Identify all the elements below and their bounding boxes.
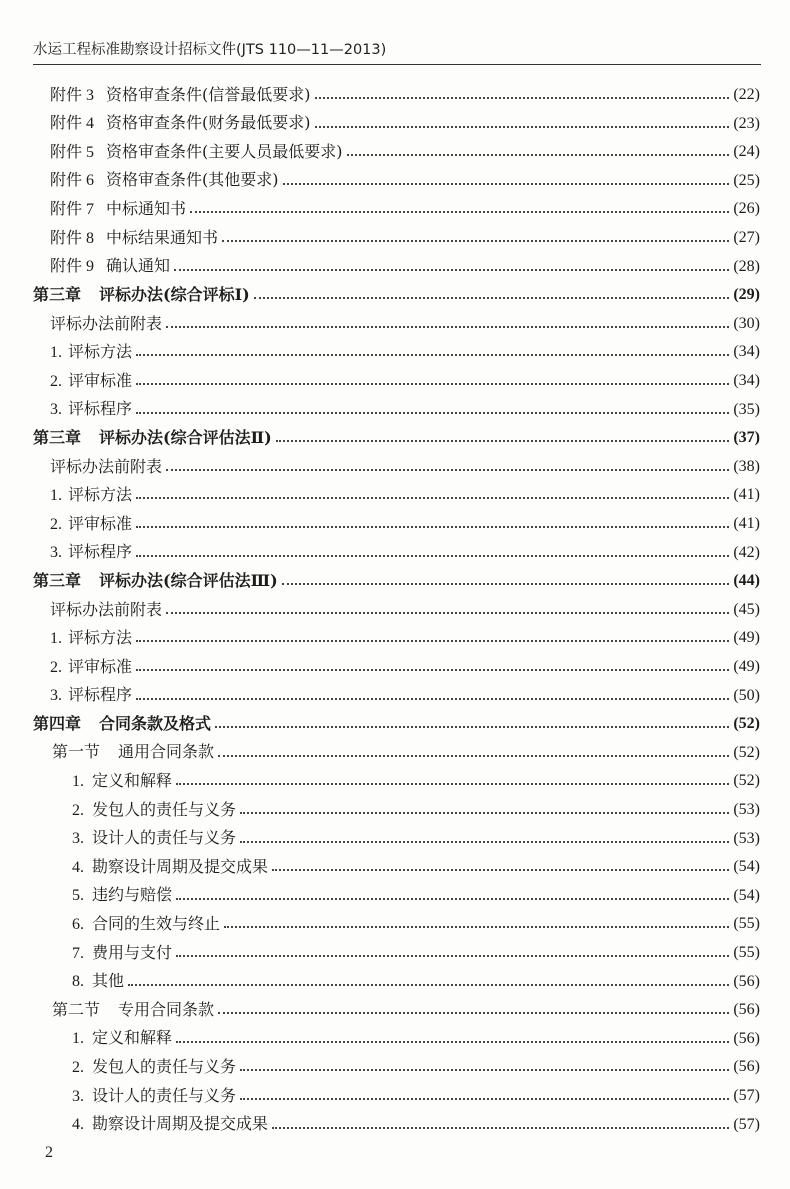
toc-entry xyxy=(50,481,760,509)
toc-entry-number: 第三章 xyxy=(33,429,82,447)
toc-entry xyxy=(50,110,760,138)
toc-entry-page: (56) xyxy=(733,972,760,990)
dot-leader xyxy=(283,183,730,185)
toc-entry xyxy=(50,624,760,652)
toc-entry-page: (37) xyxy=(733,429,760,447)
dot-leader xyxy=(315,97,730,99)
dot-leader xyxy=(166,612,729,614)
toc-entry xyxy=(52,739,760,767)
toc-entry xyxy=(72,968,760,996)
toc-entry-title: 资格审查条件(信誉最低要求) xyxy=(106,84,311,104)
toc-entry-number: 1. xyxy=(72,1030,84,1048)
toc-entry xyxy=(50,596,760,624)
toc-entry-number: 第一节 xyxy=(52,744,101,762)
toc-entry xyxy=(72,939,760,967)
dot-leader xyxy=(136,669,729,671)
dot-leader xyxy=(218,755,729,757)
toc-entry-number: 3. xyxy=(72,1087,84,1105)
toc-entry-number: 5. xyxy=(72,887,84,905)
dot-leader xyxy=(136,497,729,499)
toc-entry-title: 发包人的责任与义务 xyxy=(92,1056,237,1076)
toc-entry-number: 附件 6 xyxy=(50,172,95,190)
dot-leader xyxy=(347,154,730,156)
toc-entry-number: 第二节 xyxy=(52,1001,101,1019)
toc-entry-number: 2. xyxy=(50,658,62,676)
toc-entry xyxy=(50,453,760,481)
toc-entry-number: 7. xyxy=(72,944,84,962)
toc-entry-number: 3. xyxy=(72,830,84,848)
toc-entry xyxy=(72,825,760,853)
dot-leader xyxy=(272,1127,729,1129)
toc-entry-page: (41) xyxy=(733,515,760,532)
toc-entry-number: 1. xyxy=(50,629,62,647)
dot-leader xyxy=(136,698,729,700)
toc-entry xyxy=(50,367,760,395)
toc-entry-number: 1. xyxy=(50,343,62,361)
toc-entry-page: (52) xyxy=(733,743,760,761)
toc-entry xyxy=(50,253,760,281)
toc-entry-number: 8. xyxy=(72,973,84,991)
dot-leader xyxy=(136,640,729,642)
toc-entry-title: 违约与赔偿 xyxy=(92,885,173,905)
toc-entry-page: (49) xyxy=(733,629,760,647)
toc-chapter-entry xyxy=(33,567,760,595)
toc-entry-number: 第三章 xyxy=(33,572,82,590)
toc-entry-number: 3. xyxy=(50,544,62,562)
toc-entry-page: (24) xyxy=(733,143,760,161)
dot-leader xyxy=(136,555,729,557)
toc-entry-title: 评标方法 xyxy=(68,484,133,504)
toc-entry-number: 2. xyxy=(72,1058,84,1076)
toc-entry-number: 3. xyxy=(50,401,62,419)
toc-entry-title: 勘察设计周期及提交成果 xyxy=(92,1114,269,1134)
toc-entry-page: (52) xyxy=(733,715,760,733)
dot-leader xyxy=(136,526,729,528)
toc-entry-title: 设计人的责任与义务 xyxy=(92,828,237,848)
toc-entry xyxy=(72,882,760,910)
toc-entry-number: 4. xyxy=(72,1116,84,1134)
page-number: 2 xyxy=(45,1144,53,1161)
dot-leader xyxy=(215,726,729,728)
toc-entry-number: 2. xyxy=(50,515,62,533)
toc-entry xyxy=(72,910,760,938)
dot-leader xyxy=(240,841,729,843)
toc-entry-page: (55) xyxy=(733,944,760,961)
toc-entry-page: (22) xyxy=(733,86,760,103)
toc-entry-number: 4. xyxy=(72,858,84,876)
toc-entry xyxy=(52,996,760,1024)
toc-entry-page: (56) xyxy=(733,1058,760,1076)
toc-entry-page: (57) xyxy=(733,1115,760,1133)
toc-entry-number: 6. xyxy=(72,915,84,933)
toc-entry-title: 发包人的责任与义务 xyxy=(92,799,237,819)
toc-entry-title: 专用合同条款 xyxy=(118,999,215,1019)
toc-entry-page: (27) xyxy=(733,229,760,246)
toc-entry-title: 通用合同条款 xyxy=(118,742,215,762)
toc-entry-title: 评标办法前附表 xyxy=(50,599,163,619)
toc-entry xyxy=(72,1025,760,1053)
toc-entry-title: 中标通知书 xyxy=(106,198,187,218)
toc-entry-page: (45) xyxy=(733,600,760,618)
dot-leader xyxy=(218,1012,729,1014)
toc-entry-title: 评标方法 xyxy=(68,627,133,647)
toc-entry-title: 评审标准 xyxy=(68,656,133,676)
toc-entry-title: 其他 xyxy=(92,971,125,991)
dot-leader xyxy=(136,383,729,385)
toc-chapter-entry xyxy=(33,281,760,309)
toc-entry-page: (34) xyxy=(733,343,760,361)
toc-entry xyxy=(50,224,760,252)
toc-entry-number: 附件 8 xyxy=(50,229,95,247)
dot-leader xyxy=(224,926,729,928)
toc-entry-number: 第三章 xyxy=(33,286,82,304)
toc-entry-page: (25) xyxy=(733,171,760,189)
toc-entry xyxy=(50,539,760,567)
toc-entry-page: (56) xyxy=(733,1029,760,1047)
toc-entry-page: (41) xyxy=(733,486,760,504)
toc-entry xyxy=(50,510,760,538)
toc-entry-title: 费用与支付 xyxy=(92,942,173,962)
dot-leader xyxy=(190,211,729,213)
toc-entry-number: 附件 7 xyxy=(50,200,95,218)
dot-leader xyxy=(174,269,729,271)
dot-leader xyxy=(276,440,730,442)
toc-entry-page: (44) xyxy=(733,572,760,590)
toc-entry-title: 评标办法(综合评估法Ⅱ) xyxy=(99,427,272,447)
toc-entry-page: (30) xyxy=(733,314,760,332)
dot-leader xyxy=(176,898,729,900)
dot-leader xyxy=(282,583,730,585)
toc-entry-number: 2. xyxy=(50,372,62,390)
toc-entry-title: 勘察设计周期及提交成果 xyxy=(92,856,269,876)
dot-leader xyxy=(176,955,729,957)
toc-entry-title: 确认通知 xyxy=(106,256,171,276)
toc-entry-page: (34) xyxy=(733,372,760,389)
toc-entry-page: (38) xyxy=(733,457,760,475)
toc-entry-title: 评标方法 xyxy=(68,341,133,361)
toc-entry-page: (28) xyxy=(733,257,760,275)
toc-entry-title: 评标程序 xyxy=(68,542,133,562)
running-header: 水运工程标准勘察设计招标文件(JTS 110—11—2013) xyxy=(33,42,387,58)
dot-leader xyxy=(222,240,729,242)
toc-entry xyxy=(50,195,760,223)
toc-entry xyxy=(72,1053,760,1081)
toc-entry-title: 资格审查条件(主要人员最低要求) xyxy=(106,141,343,161)
toc-entry-title: 资格审查条件(其他要求) xyxy=(106,170,279,190)
toc-entry-title: 评标办法前附表 xyxy=(50,313,163,333)
toc-entry-page: (29) xyxy=(733,286,760,304)
toc-entry xyxy=(50,396,760,424)
toc-entry-page: (55) xyxy=(733,915,760,933)
dot-leader xyxy=(166,469,729,471)
toc-entry-title: 合同的生效与终止 xyxy=(92,913,221,933)
dot-leader xyxy=(136,354,729,356)
toc-entry-title: 中标结果通知书 xyxy=(106,227,219,247)
dot-leader xyxy=(272,869,729,871)
toc-entry xyxy=(50,653,760,681)
toc-entry-title: 评标办法前附表 xyxy=(50,456,163,476)
toc-entry-number: 附件 3 xyxy=(50,86,95,104)
toc-entry-page: (35) xyxy=(733,400,760,418)
dot-leader xyxy=(240,1069,729,1071)
toc-entry-page: (26) xyxy=(733,200,760,218)
dot-leader xyxy=(240,812,729,814)
toc-entry-page: (53) xyxy=(733,801,760,818)
toc-entry-number: 附件 5 xyxy=(50,143,95,161)
toc-entry-page: (53) xyxy=(733,829,760,847)
toc-entry xyxy=(50,310,760,338)
toc-entry-title: 评审标准 xyxy=(68,513,133,533)
toc-entry xyxy=(50,138,760,166)
toc-entry-title: 设计人的责任与义务 xyxy=(92,1085,237,1105)
toc-entry xyxy=(50,167,760,195)
toc-entry xyxy=(72,796,760,824)
toc-entry-title: 资格审查条件(财务最低要求) xyxy=(106,113,311,133)
toc-entry-title: 合同条款及格式 xyxy=(99,713,212,733)
toc-entry-page: (50) xyxy=(733,686,760,704)
toc-entry xyxy=(72,853,760,881)
toc-entry-title: 定义和解释 xyxy=(92,1028,173,1048)
toc-entry xyxy=(50,81,760,109)
toc-entry-number: 2. xyxy=(72,801,84,819)
toc-entry-number: 第四章 xyxy=(33,715,82,733)
toc-entry-title: 评标程序 xyxy=(68,399,133,419)
toc-entry-title: 评标程序 xyxy=(68,685,133,705)
toc-entry-page: (23) xyxy=(733,114,760,132)
toc-entry-title: 定义和解释 xyxy=(92,770,173,790)
toc-entry-page: (49) xyxy=(733,658,760,675)
toc-entry-page: (54) xyxy=(733,858,760,876)
toc-entry xyxy=(72,1082,760,1110)
dot-leader xyxy=(315,126,730,128)
toc-entry-number: 3. xyxy=(50,687,62,705)
dot-leader xyxy=(176,1041,729,1043)
dot-leader xyxy=(176,783,729,785)
dot-leader xyxy=(136,412,729,414)
dot-leader xyxy=(128,984,729,986)
toc-entry xyxy=(50,338,760,366)
dot-leader xyxy=(166,326,729,328)
toc-entry-number: 附件 4 xyxy=(50,115,95,133)
toc-entry-page: (42) xyxy=(733,543,760,561)
toc-entry xyxy=(72,767,760,795)
toc-entry-number: 附件 9 xyxy=(50,258,95,276)
dot-leader xyxy=(240,1098,729,1100)
toc-entry-page: (54) xyxy=(733,886,760,904)
toc-entry-page: (52) xyxy=(733,772,760,790)
toc-entry xyxy=(50,682,760,710)
toc-entry-title: 评标办法(综合评估法Ⅲ) xyxy=(99,570,278,590)
toc-entry-page: (56) xyxy=(733,1001,760,1019)
toc-entry xyxy=(72,1111,760,1139)
toc-entry-page: (57) xyxy=(733,1087,760,1104)
toc-chapter-entry xyxy=(33,424,760,452)
toc-entry-title: 评审标准 xyxy=(68,370,133,390)
toc-chapter-entry xyxy=(33,710,760,738)
toc-entry-title: 评标办法(综合评标Ⅰ) xyxy=(99,284,250,304)
dot-leader xyxy=(254,297,730,299)
toc-entry-number: 1. xyxy=(72,772,84,790)
toc-entry-number: 1. xyxy=(50,486,62,504)
